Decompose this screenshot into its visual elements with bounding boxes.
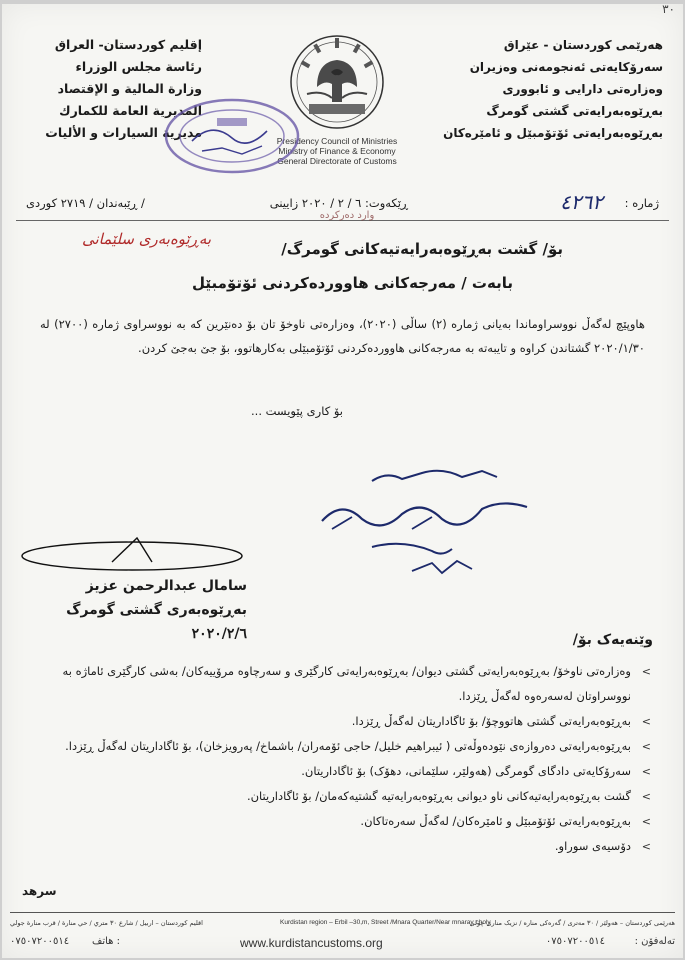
- ref-date: ڕێکەوت: ٦ / ٢ / ٢٠٢٠ زایینی: [269, 196, 408, 210]
- cc-item: [22, 734, 653, 759]
- body-paragraph: هاوپێچ لەگەڵ نووسراوماندا بەیانی ژمارە (٢) ساڵی (٢٠٢٠)، وەزارەتی ناوخۆ تان بۆ دەنێرین کە بە نووسراوی ژمارە (٢٧٠٠) لە ٢٠٢٠/١/٣٠ گشتاندن کراوە و تایبەتە بە مەرجەکانی هاووردەکردنی ئۆتۆمبێلی بەکارهاتوو، بۆ جێ بەجێ کردن.: [40, 317, 645, 355]
- footer-address-arabic: اقليم كوردستان – اربيل / شارع ٣٠ متري / حي منارة / قرب منارة جولي: [10, 919, 203, 927]
- ref-number-handwritten: ٤٢٦٢: [560, 190, 603, 214]
- signer-name: سامال عبدالرحمن عزیز: [85, 578, 247, 594]
- cc-item: [22, 709, 653, 734]
- bullet-icon: >: [641, 765, 651, 778]
- bullet-icon: >: [641, 740, 651, 753]
- header-kurdish-line: سەرۆکایەتی ئەنجومەنی وەزیران: [469, 60, 663, 74]
- cc-item-text: بەڕێوەبەرایەتی دەروازەی نێودەوڵەتی ( ئیبراهیم خلیل/ حاجی ئۆمەران/ باشماخ/ پەرویزخان)، بۆ ئاگاداریتان لەگەڵ ڕێزدا.: [65, 739, 631, 753]
- official-stamp: [162, 96, 302, 176]
- header-arabic-line: وزارة المالية و الإقتصاد: [57, 81, 202, 96]
- signer-title: بەڕێوەبەری گشتی گومرگ: [66, 602, 247, 618]
- cc-item-text: وەزارەتی ناوخۆ/ بەڕێوەبەرایەتی گشتی دیوان/ بەڕێوەبەرایەتی کارگێری و سەرچاوە مرۆییەکان/ بەشی کارگێری ئاماژە بە نووسراوتان لەسەرەوە لەگەڵ ڕێزدا.: [62, 664, 631, 703]
- footer-divider: [10, 912, 675, 913]
- cc-list: [22, 659, 653, 859]
- footer-address-english: Kurdistan region – Erbil –30,m, Street /Mnara Quarter/Near mnaray choly: [280, 919, 491, 926]
- header-kurdish-line: بەڕێوەبەرایەتی ئۆتۆمبێل و ئامێرەکان: [443, 126, 663, 140]
- document-page: [2, 4, 683, 958]
- cc-item-text: دۆسیەی سوراو.: [554, 839, 631, 853]
- emblem-caption-line: General Directorate of Customs: [277, 156, 397, 166]
- ref-number-label: ژمارە :: [624, 196, 659, 210]
- header-kurdish-line: هەرێمی کوردستان - عێراق: [503, 38, 663, 52]
- typist-initials: سرهد: [22, 884, 57, 898]
- phone-left-number: ٠٧٥٠٧٢٠٠٥١٤: [10, 936, 70, 947]
- bullet-icon: >: [641, 790, 651, 803]
- closing-line: بۆ کاری پێویست ...: [251, 404, 343, 418]
- bullet-icon: >: [641, 815, 651, 828]
- header-kurdish-line: وەزارەتی دارایی و ئابووری: [502, 82, 663, 96]
- cc-item-text: بەڕێوەبەرایەتی گشتی هاتووچۆ/ بۆ ئاگاداریتان لەگەڵ ڕێزدا.: [351, 714, 631, 728]
- header-arabic-line: إقليم كوردستان- العراق: [54, 37, 202, 52]
- cc-item-text: سەرۆکایەتی دادگای گومرگی (هەولێر، سلێمانی، دهۆک) بۆ ئاگاداریتان.: [301, 764, 631, 778]
- header-arabic-line: المديرية العامة للكمارك: [59, 103, 202, 118]
- cc-item-text: بەڕێوەبەرایەتی ئۆتۆمبێل و ئامێرەکان/ لەگەڵ سەرەتاکان.: [360, 814, 631, 828]
- header-kurdish: [433, 34, 663, 144]
- phone-right-number: ٠٧٥٠٧٢٠٠٥١٤: [545, 936, 605, 947]
- reception-stamp: وارد دەرکردە: [319, 210, 375, 221]
- signer-block: [37, 574, 247, 646]
- page-corner-number: ٣٠: [662, 4, 675, 16]
- handwritten-annotation: [292, 459, 552, 589]
- subject-line: بابەت / مەرجەکانی هاووردەکردنی ئۆتۆمبێل: [192, 274, 513, 292]
- cc-item: [22, 784, 653, 809]
- cc-item: [22, 834, 653, 859]
- signer-date: ٢٠٢٠/٢/٦: [191, 626, 247, 642]
- cc-item: [22, 759, 653, 784]
- footer-address-kurdish: هەرێمی کوردستان – هەولێر / ٣٠ مەتری / گەرەکی مناره / نزیک مناری چولی: [469, 919, 675, 927]
- footer-contact-row: [10, 936, 675, 952]
- ref-date-kurdish: / ڕێبەندان / ٢٧١٩ کوردی: [26, 196, 145, 210]
- cc-item: [22, 809, 653, 834]
- cc-item: [22, 659, 653, 709]
- header-arabic-line: رئاسة مجلس الوزراء: [75, 59, 202, 74]
- cc-title: وێنەیەک بۆ/: [572, 632, 653, 648]
- recipient-handwritten: بەڕێوەبەری سلێمانی: [82, 230, 212, 248]
- bullet-icon: >: [641, 665, 651, 678]
- phone-right-label: تەلەفۆن :: [634, 936, 675, 947]
- emblem-caption-line: Presidency Council of Ministries: [276, 136, 398, 146]
- bullet-icon: >: [641, 715, 651, 728]
- eagle-emblem-icon: [287, 32, 387, 132]
- website-link[interactable]: www.kurdistancustoms.org: [240, 936, 383, 950]
- emblem-caption-line: Ministry of Finance & Economy: [278, 146, 396, 156]
- header-arabic-line: مديرية السيارات و الأليات: [45, 125, 202, 140]
- bullet-icon: >: [641, 840, 651, 853]
- footer-address-row: [10, 919, 675, 931]
- cc-item-text: گشت بەڕێوەبەرایەتیەکانی ناو دیوانی بەڕێوەبەرایەتیە گشتیەکەمان/ بۆ ئاگاداریتان.: [246, 789, 631, 803]
- recipient-line: بۆ/ گشت بەڕێوەبەرایەتیەکانی گومرگ/: [281, 240, 563, 258]
- header-kurdish-line: بەڕێوەبەرایەتی گشتی گومرگ: [486, 104, 663, 118]
- phone-left-label: هاتف :: [92, 936, 121, 947]
